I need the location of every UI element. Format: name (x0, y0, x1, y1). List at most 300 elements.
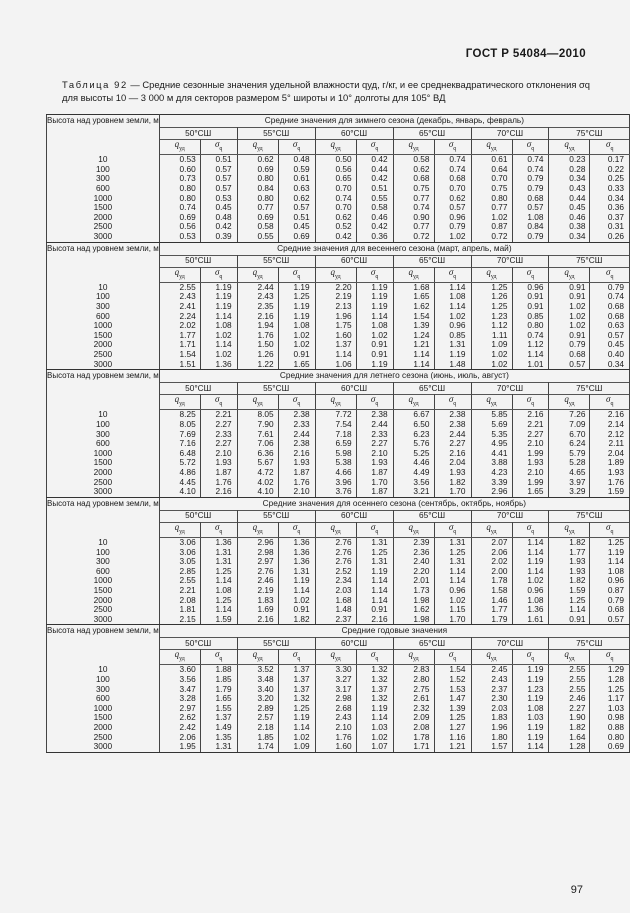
humidity-value: 2.27 (549, 704, 590, 714)
humidity-value: 1.76 (237, 331, 278, 341)
table-row (47, 615, 630, 625)
symbol-q: q (330, 139, 336, 149)
deviation-value: 1.14 (434, 282, 471, 292)
std-deviation-symbol (356, 140, 393, 155)
height-cell: 100 (47, 420, 160, 430)
mean-humidity-symbol (315, 267, 356, 282)
height-cell: 600 (47, 184, 160, 194)
humidity-value: 1.96 (471, 723, 512, 733)
humidity-value: 1.14 (393, 360, 434, 370)
humidity-value: 2.30 (471, 694, 512, 704)
humidity-value: 3.56 (159, 675, 200, 685)
humidity-value: 0.56 (159, 222, 200, 232)
symbol-q-sub: уд (257, 145, 263, 152)
humidity-value: 1.60 (315, 331, 356, 341)
humidity-value: 2.34 (315, 576, 356, 586)
humidity-value: 0.79 (549, 340, 590, 350)
table-row (47, 302, 630, 312)
symbol-sigma-sub: q (219, 655, 223, 662)
humidity-value: 0.52 (315, 222, 356, 232)
symbol-q-sub: уд (490, 655, 497, 662)
mean-humidity-symbol (471, 650, 512, 665)
humidity-value: 2.20 (315, 282, 356, 292)
std-deviation-symbol (512, 140, 549, 155)
mean-humidity-symbol (315, 140, 356, 155)
table-row (47, 458, 630, 468)
humidity-value: 0.42 (315, 232, 356, 242)
humidity-value: 0.80 (471, 194, 512, 204)
deviation-value: 2.10 (512, 468, 549, 478)
deviation-value: 1.32 (356, 675, 393, 685)
humidity-value: 8.05 (159, 420, 200, 430)
latitude-header: 50°СШ (159, 510, 237, 522)
symbol-sigma: σ (448, 139, 454, 149)
humidity-value: 2.13 (315, 302, 356, 312)
latitude-header: 70°СШ (471, 638, 549, 650)
humidity-value: 2.80 (393, 675, 434, 685)
deviation-value: 0.45 (278, 222, 315, 232)
deviation-value: 0.46 (356, 213, 393, 223)
latitude-header: 55°СШ (237, 255, 315, 267)
humidity-value: 7.69 (159, 429, 200, 439)
deviation-value: 0.87 (590, 586, 630, 596)
humidity-value: 3.27 (315, 675, 356, 685)
humidity-value: 2.44 (237, 282, 278, 292)
symbol-sigma-sub: q (531, 400, 535, 407)
humidity-value: 0.90 (393, 213, 434, 223)
humidity-value: 1.74 (237, 742, 278, 752)
deviation-value: 1.36 (278, 557, 315, 567)
humidity-value: 2.55 (549, 665, 590, 675)
deviation-value: 0.48 (200, 213, 237, 223)
std-deviation-symbol (512, 650, 549, 665)
height-cell: 300 (47, 685, 160, 695)
deviation-value: 1.37 (200, 713, 237, 723)
symbol-q: q (330, 522, 336, 532)
humidity-value: 1.68 (315, 595, 356, 605)
humidity-value: 0.91 (549, 282, 590, 292)
humidity-value: 2.01 (393, 576, 434, 586)
symbol-sigma: σ (526, 394, 532, 405)
deviation-value: 1.08 (278, 321, 315, 331)
deviation-value: 1.14 (356, 576, 393, 586)
humidity-value: 3.47 (159, 685, 200, 695)
symbol-sigma-sub: q (219, 528, 223, 535)
humidity-value: 2.45 (471, 665, 512, 675)
height-cell: 2000 (47, 213, 160, 223)
deviation-value: 0.91 (356, 350, 393, 360)
std-deviation-symbol (278, 267, 315, 282)
table-row (47, 232, 630, 242)
deviation-value: 1.49 (200, 723, 237, 733)
deviation-value: 1.70 (434, 487, 471, 497)
symbol-q: q (564, 139, 569, 149)
humidity-value: 4.72 (237, 468, 278, 478)
humidity-value: 2.89 (237, 704, 278, 714)
symbol-sigma: σ (448, 394, 454, 405)
deviation-value: 1.37 (356, 685, 393, 695)
humidity-value: 2.43 (471, 675, 512, 685)
humidity-value: 1.24 (393, 331, 434, 341)
humidity-value: 2.42 (159, 723, 200, 733)
deviation-value: 1.31 (356, 537, 393, 547)
table-row (47, 675, 630, 685)
section-title: Средние значения для зимнего сезона (декабрь, январь, февраль) (159, 115, 629, 128)
deviation-value: 1.08 (200, 586, 237, 596)
section-title: Средние значения для летнего сезона (июнь, июль, август) (159, 370, 629, 383)
latitude-header: 65°СШ (393, 383, 471, 395)
table-row (47, 557, 630, 567)
std-deviation-symbol (590, 650, 630, 665)
humidity-value: 2.52 (315, 567, 356, 577)
table-row (47, 350, 630, 360)
mean-humidity-symbol (393, 395, 434, 410)
latitude-header: 60°СШ (315, 383, 393, 395)
symbol-sigma: σ (370, 394, 376, 405)
symbol-sigma: σ (526, 649, 532, 660)
symbol-q-sub: уд (490, 400, 497, 407)
std-deviation-symbol (434, 267, 471, 282)
table-row (47, 331, 630, 341)
deviation-value: 1.37 (278, 675, 315, 685)
section-title: Средние значения для весеннего сезона (март, апрель, май) (159, 242, 629, 255)
deviation-value: 1.14 (590, 557, 630, 567)
humidity-value: 2.85 (159, 567, 200, 577)
deviation-value: 0.68 (590, 312, 630, 322)
deviation-value: 0.96 (434, 586, 471, 596)
deviation-value: 1.29 (590, 665, 630, 675)
deviation-value: 0.62 (278, 194, 315, 204)
humidity-value: 5.67 (237, 458, 278, 468)
humidity-value: 2.43 (237, 292, 278, 302)
humidity-value: 1.14 (315, 350, 356, 360)
table-row (47, 477, 630, 487)
humidity-value: 0.46 (549, 213, 590, 223)
humidity-value: 1.93 (549, 567, 590, 577)
height-cell: 1000 (47, 194, 160, 204)
symbol-sigma: σ (292, 139, 298, 149)
deviation-value: 0.74 (590, 292, 630, 302)
deviation-value: 1.36 (278, 537, 315, 547)
height-cell: 10 (47, 537, 160, 547)
latitude-header: 70°СШ (471, 510, 549, 522)
deviation-value: 1.25 (356, 547, 393, 557)
table-row (47, 184, 630, 194)
deviation-value: 0.44 (356, 165, 393, 175)
humidity-value: 7.18 (315, 429, 356, 439)
deviation-value: 1.25 (200, 595, 237, 605)
humidity-value: 1.28 (549, 742, 590, 752)
symbol-sigma-sub: q (610, 655, 614, 662)
deviation-value: 1.25 (200, 567, 237, 577)
deviation-value: 0.98 (590, 713, 630, 723)
deviation-value: 0.62 (434, 194, 471, 204)
deviation-value: 1.19 (356, 360, 393, 370)
deviation-value: 1.14 (434, 567, 471, 577)
deviation-value: 2.38 (356, 410, 393, 420)
humidity-value: 3.28 (159, 694, 200, 704)
humidity-value: 0.72 (471, 232, 512, 242)
humidity-value: 2.19 (237, 586, 278, 596)
humidity-value: 7.26 (549, 410, 590, 420)
latitude-header: 75°СШ (549, 510, 630, 522)
humidity-value: 1.14 (549, 605, 590, 615)
symbol-q-sub: уд (412, 400, 419, 407)
humidity-value: 1.71 (159, 340, 200, 350)
deviation-value: 1.17 (590, 694, 630, 704)
height-cell: 3000 (47, 232, 160, 242)
humidity-value: 1.83 (237, 595, 278, 605)
deviation-value: 1.02 (356, 331, 393, 341)
deviation-value: 1.02 (434, 232, 471, 242)
deviation-value: 0.57 (590, 615, 630, 625)
deviation-value: 1.32 (356, 665, 393, 675)
symbol-q: q (330, 649, 336, 660)
deviation-value: 0.17 (590, 155, 630, 165)
deviation-value: 1.08 (200, 321, 237, 331)
height-cell: 3000 (47, 360, 160, 370)
humidity-value: 2.97 (159, 704, 200, 714)
humidity-value: 2.55 (549, 685, 590, 695)
deviation-value: 1.31 (200, 742, 237, 752)
section-header-row (47, 115, 630, 128)
deviation-value: 1.52 (434, 675, 471, 685)
humidity-value: 3.40 (237, 685, 278, 695)
std-deviation-symbol (200, 140, 237, 155)
humidity-value: 2.83 (393, 665, 434, 675)
humidity-value: 1.25 (549, 595, 590, 605)
section-title: Средние годовые значения (159, 625, 629, 638)
symbol-sigma: σ (606, 394, 611, 405)
symbol-q: q (564, 522, 569, 532)
humidity-value: 8.05 (237, 410, 278, 420)
humidity-value: 3.29 (549, 487, 590, 497)
table-row (47, 292, 630, 302)
table-row (47, 312, 630, 322)
symbol-q-sub: уд (179, 273, 185, 280)
humidity-value: 0.84 (237, 184, 278, 194)
deviation-value: 0.34 (590, 360, 630, 370)
humidity-value: 0.62 (393, 165, 434, 175)
deviation-value: 1.14 (434, 302, 471, 312)
mean-humidity-symbol (315, 395, 356, 410)
deviation-value: 0.57 (200, 174, 237, 184)
deviation-value: 2.11 (590, 439, 630, 449)
deviation-value: 1.19 (200, 292, 237, 302)
humidity-value: 0.87 (471, 222, 512, 232)
deviation-value: 1.19 (512, 733, 549, 743)
humidity-value: 0.80 (159, 184, 200, 194)
deviation-value: 1.61 (512, 615, 549, 625)
deviation-value: 1.25 (434, 713, 471, 723)
symbol-sigma-sub: q (453, 400, 457, 407)
height-cell: 1500 (47, 586, 160, 596)
humidity-value: 2.76 (315, 537, 356, 547)
deviation-value: 0.55 (356, 194, 393, 204)
humidity-value: 4.10 (159, 487, 200, 497)
deviation-value: 1.70 (434, 615, 471, 625)
table-row (47, 567, 630, 577)
height-cell: 300 (47, 429, 160, 439)
humidity-value: 1.37 (315, 340, 356, 350)
humidity-value: 4.45 (159, 477, 200, 487)
humidity-value: 0.53 (159, 232, 200, 242)
deviation-value: 1.14 (200, 312, 237, 322)
symbol-q: q (486, 267, 491, 277)
deviation-value: 1.32 (278, 694, 315, 704)
humidity-value: 0.43 (549, 184, 590, 194)
table-row (47, 410, 630, 420)
deviation-value: 0.91 (278, 350, 315, 360)
table-row (47, 213, 630, 223)
deviation-value: 2.44 (356, 420, 393, 430)
symbol-sigma-sub: q (531, 145, 535, 152)
height-cell: 600 (47, 567, 160, 577)
table-row (47, 487, 630, 497)
mean-humidity-symbol (549, 395, 590, 410)
symbol-sigma: σ (214, 394, 220, 405)
section-title: Средние значения для осеннего сезона (сентябрь, октябрь, ноябрь) (159, 497, 629, 510)
deviation-value: 1.76 (200, 477, 237, 487)
humidity-value: 1.83 (471, 713, 512, 723)
humidity-value: 1.98 (393, 615, 434, 625)
deviation-value: 1.32 (356, 694, 393, 704)
deviation-value: 1.99 (512, 449, 549, 459)
symbol-q: q (486, 522, 491, 532)
humidity-value: 0.38 (549, 222, 590, 232)
humidity-value: 2.19 (315, 292, 356, 302)
humidity-value: 1.79 (471, 615, 512, 625)
height-cell: 600 (47, 694, 160, 704)
deviation-value: 1.02 (278, 595, 315, 605)
humidity-value: 2.20 (393, 567, 434, 577)
humidity-value: 1.82 (549, 576, 590, 586)
latitude-header: 75°СШ (549, 638, 630, 650)
humidity-value: 5.79 (549, 449, 590, 459)
deviation-value: 0.79 (434, 222, 471, 232)
humidity-value: 0.91 (549, 331, 590, 341)
deviation-value: 0.63 (590, 321, 630, 331)
humidity-value: 0.57 (549, 360, 590, 370)
humidity-value: 2.15 (159, 615, 200, 625)
deviation-value: 0.96 (512, 586, 549, 596)
height-cell: 2500 (47, 477, 160, 487)
deviation-value: 2.27 (356, 439, 393, 449)
std-deviation-symbol (512, 267, 549, 282)
height-cell: 100 (47, 675, 160, 685)
symbol-sigma-sub: q (531, 273, 535, 280)
humidity-value: 2.62 (159, 713, 200, 723)
height-cell: 1500 (47, 458, 160, 468)
symbol-sigma-sub: q (297, 273, 301, 280)
humidity-value: 0.91 (549, 292, 590, 302)
symbol-sigma: σ (448, 522, 454, 532)
humidity-value: 2.46 (549, 694, 590, 704)
humidity-value: 5.98 (315, 449, 356, 459)
symbol-q-sub: уд (568, 655, 575, 662)
deviation-value: 1.76 (590, 477, 630, 487)
humidity-value: 6.70 (549, 429, 590, 439)
symbol-q-sub: уд (257, 273, 263, 280)
table-row (47, 165, 630, 175)
height-header: Высота над уровнем земли, м (47, 625, 160, 665)
humidity-value: 1.93 (549, 557, 590, 567)
latitude-header: 75°СШ (549, 128, 630, 140)
symbol-q: q (330, 394, 336, 405)
symbol-sigma: σ (214, 267, 220, 277)
deviation-value: 1.19 (356, 567, 393, 577)
symbol-q: q (564, 267, 569, 277)
latitude-header: 55°СШ (237, 638, 315, 650)
section-header-row (47, 625, 630, 638)
deviation-value: 1.25 (590, 685, 630, 695)
humidity-value: 0.28 (549, 165, 590, 175)
deviation-value: 1.14 (356, 595, 393, 605)
humidity-value: 2.96 (471, 487, 512, 497)
deviation-value: 1.25 (278, 292, 315, 302)
symbol-q-sub: уд (179, 400, 185, 407)
humidity-value: 2.68 (315, 704, 356, 714)
deviation-value: 2.16 (278, 449, 315, 459)
deviation-value: 1.14 (512, 537, 549, 547)
humidity-value: 0.34 (549, 232, 590, 242)
humidity-value: 4.86 (159, 468, 200, 478)
mean-humidity-symbol (237, 140, 278, 155)
deviation-value: 2.10 (512, 439, 549, 449)
humidity-value: 1.68 (393, 282, 434, 292)
height-cell: 2000 (47, 595, 160, 605)
latitude-header: 75°СШ (549, 255, 630, 267)
deviation-value: 0.57 (200, 184, 237, 194)
deviation-value: 0.74 (512, 165, 549, 175)
height-header: Высота над уровнем земли, м (47, 115, 160, 155)
std-deviation-symbol (512, 522, 549, 537)
humidity-value: 4.66 (315, 468, 356, 478)
humidity-value: 1.50 (237, 340, 278, 350)
height-header: Высота над уровнем земли, м (47, 497, 160, 537)
humidity-value: 4.23 (471, 468, 512, 478)
humidity-value: 2.06 (471, 547, 512, 557)
deviation-value: 1.27 (434, 723, 471, 733)
humidity-value: 1.26 (237, 350, 278, 360)
deviation-value: 0.91 (512, 292, 549, 302)
humidity-value: 0.58 (393, 155, 434, 165)
deviation-value: 1.36 (512, 605, 549, 615)
humidity-value: 0.68 (393, 174, 434, 184)
humidity-value: 1.76 (315, 733, 356, 743)
deviation-value: 0.31 (590, 222, 630, 232)
height-cell: 100 (47, 547, 160, 557)
humidity-value: 3.88 (471, 458, 512, 468)
symbol-sigma: σ (370, 522, 376, 532)
deviation-value: 1.37 (278, 685, 315, 695)
deviation-value: 1.02 (278, 331, 315, 341)
std-deviation-symbol (200, 395, 237, 410)
symbol-q-sub: уд (335, 273, 341, 280)
height-cell: 300 (47, 174, 160, 184)
humidity-value: 0.77 (393, 222, 434, 232)
humidity-value: 2.35 (237, 302, 278, 312)
humidity-value: 1.59 (549, 586, 590, 596)
humidity-value: 0.74 (393, 203, 434, 213)
humidity-value: 6.50 (393, 420, 434, 430)
humidity-value: 0.56 (315, 165, 356, 175)
humidity-value: 2.08 (393, 723, 434, 733)
deviation-value: 0.85 (434, 331, 471, 341)
deviation-value: 1.14 (434, 576, 471, 586)
humidity-value: 0.69 (237, 213, 278, 223)
humidity-value: 1.54 (393, 312, 434, 322)
